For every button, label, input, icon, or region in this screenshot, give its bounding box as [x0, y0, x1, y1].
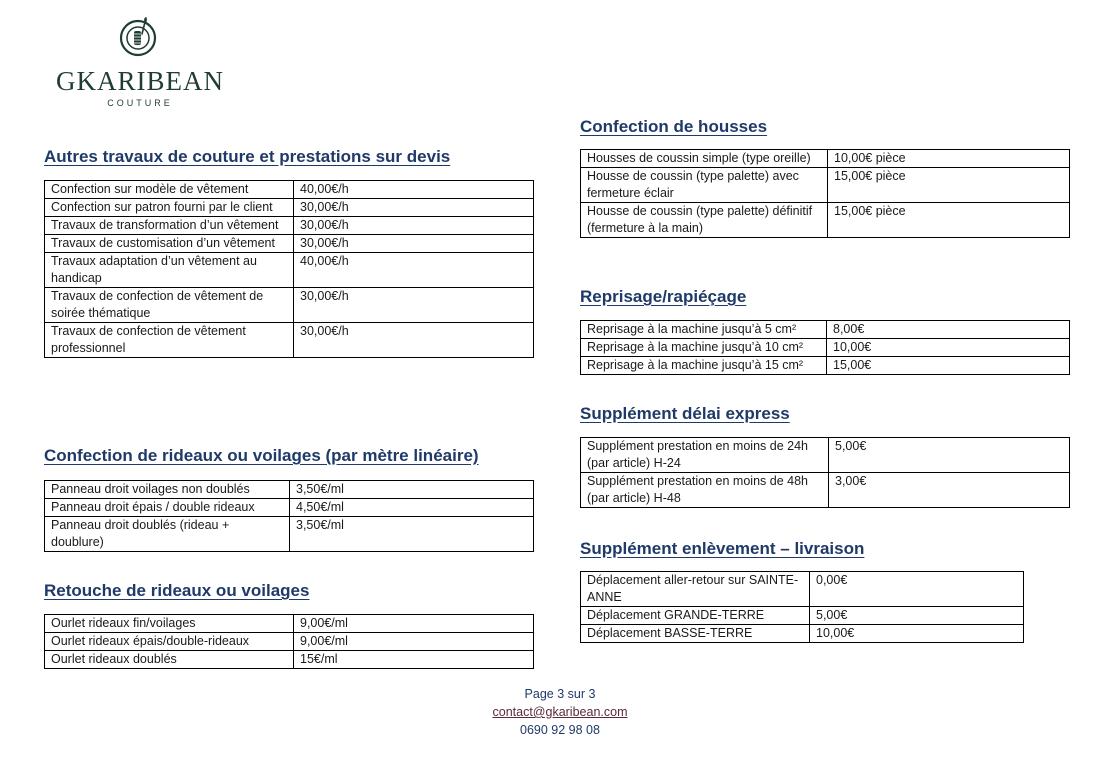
service-cell: Travaux adaptation d’un vêtement au handicap — [45, 253, 294, 288]
service-cell: Housses de coussin simple (type oreille) — [581, 150, 828, 168]
price-cell: 30,00€/h — [294, 323, 534, 358]
price-cell: 9,00€/ml — [294, 615, 534, 633]
price-cell: 15,00€ pièce — [828, 168, 1070, 203]
price-cell: 15,00€ pièce — [828, 203, 1070, 238]
price-cell: 3,00€ — [829, 473, 1070, 508]
table-row — [581, 625, 1024, 643]
service-cell: Ourlet rideaux épais/double-rideaux — [45, 633, 294, 651]
service-cell: Confection sur modèle de vêtement — [45, 181, 294, 199]
contact-email-link[interactable]: contact@gkaribean.com — [492, 705, 628, 719]
table-row — [581, 572, 1024, 607]
service-cell: Travaux de transformation d’un vêtement — [45, 217, 294, 235]
section-title-autres: Autres travaux de couture et prestations sur devis — [44, 147, 451, 166]
table-row — [581, 150, 1070, 168]
service-cell: Panneau droit voilages non doublés — [45, 481, 290, 499]
section-title-express: Supplément délai express — [580, 404, 790, 423]
service-cell: Déplacement BASSE-TERRE — [581, 625, 810, 643]
table-row — [581, 357, 1070, 375]
price-table-livraison — [580, 571, 1024, 643]
price-cell: 9,00€/ml — [294, 633, 534, 651]
table-row — [45, 235, 534, 253]
price-cell: 0,00€ — [810, 572, 1024, 607]
service-cell: Housse de coussin (type palette) avec fermeture éclair — [581, 168, 828, 203]
page-number: Page 3 sur 3 — [524, 687, 596, 701]
service-cell: Panneau droit doublés (rideau + doublure) — [45, 517, 290, 552]
price-cell: 15€/ml — [294, 651, 534, 669]
brand-subtitle: COUTURE — [107, 98, 173, 108]
service-cell: Ourlet rideaux doublés — [45, 651, 294, 669]
service-cell: Supplément prestation en moins de 48h (par article) H-48 — [581, 473, 829, 508]
brand-name: GKARIBEAN — [56, 66, 224, 96]
service-cell: Panneau droit épais / double rideaux — [45, 499, 290, 517]
section-title-rideaux: Confection de rideaux ou voilages (par mètre linéaire) — [44, 446, 479, 465]
price-cell: 4,50€/ml — [290, 499, 534, 517]
price-cell: 40,00€/h — [294, 253, 534, 288]
needle-logo-icon — [116, 14, 164, 62]
price-cell: 3,50€/ml — [290, 481, 534, 499]
table-row — [45, 615, 534, 633]
service-cell: Ourlet rideaux fin/voilages — [45, 615, 294, 633]
service-cell: Supplément prestation en moins de 24h (par article) H-24 — [581, 438, 829, 473]
service-cell: Reprisage à la machine jusqu’à 10 cm² — [581, 339, 827, 357]
price-cell: 3,50€/ml — [290, 517, 534, 552]
table-row — [45, 288, 534, 323]
section-title-reprisage: Reprisage/rapiéçage — [580, 287, 747, 306]
service-cell: Déplacement GRANDE-TERRE — [581, 607, 810, 625]
table-row — [45, 481, 534, 499]
price-table-retouche — [44, 614, 534, 669]
table-row — [581, 203, 1070, 238]
service-cell: Travaux de confection de vêtement de soirée thématique — [45, 288, 294, 323]
price-table-autres — [44, 180, 534, 358]
service-cell: Déplacement aller-retour sur SAINTE-ANNE — [581, 572, 810, 607]
table-row — [581, 321, 1070, 339]
price-table-housses — [580, 149, 1070, 238]
table-row — [581, 607, 1024, 625]
price-table-rideaux — [44, 480, 534, 552]
section-title-housses: Confection de housses — [580, 117, 768, 136]
price-cell: 8,00€ — [827, 321, 1070, 339]
table-row — [581, 339, 1070, 357]
price-cell: 5,00€ — [810, 607, 1024, 625]
page-footer — [460, 685, 660, 739]
service-cell: Housse de coussin (type palette) définitif (fermeture à la main) — [581, 203, 828, 238]
contact-phone: 0690 92 98 08 — [520, 723, 600, 737]
price-cell: 5,00€ — [829, 438, 1070, 473]
service-cell: Reprisage à la machine jusqu’à 5 cm² — [581, 321, 827, 339]
section-title-livraison: Supplément enlèvement – livraison — [580, 539, 865, 558]
price-cell: 30,00€/h — [294, 199, 534, 217]
service-cell: Confection sur patron fourni par le client — [45, 199, 294, 217]
service-cell: Travaux de confection de vêtement professionnel — [45, 323, 294, 358]
table-row — [45, 651, 534, 669]
service-cell: Reprisage à la machine jusqu’à 15 cm² — [581, 357, 827, 375]
table-row — [45, 181, 534, 199]
table-row — [581, 168, 1070, 203]
section-title-retouche: Retouche de rideaux ou voilages — [44, 581, 310, 600]
table-row — [45, 517, 534, 552]
table-row — [45, 199, 534, 217]
table-row — [45, 633, 534, 651]
table-row — [581, 438, 1070, 473]
company-logo — [40, 14, 240, 108]
price-cell: 30,00€/h — [294, 288, 534, 323]
price-cell: 10,00€ pièce — [828, 150, 1070, 168]
price-cell: 30,00€/h — [294, 235, 534, 253]
price-cell: 10,00€ — [827, 339, 1070, 357]
price-cell: 15,00€ — [827, 357, 1070, 375]
service-cell: Travaux de customisation d’un vêtement — [45, 235, 294, 253]
table-row — [45, 323, 534, 358]
table-row — [45, 217, 534, 235]
table-row — [45, 253, 534, 288]
price-cell: 10,00€ — [810, 625, 1024, 643]
table-row — [45, 499, 534, 517]
price-table-reprisage — [580, 320, 1070, 375]
table-row — [581, 473, 1070, 508]
price-table-express — [580, 437, 1070, 508]
price-cell: 40,00€/h — [294, 181, 534, 199]
price-cell: 30,00€/h — [294, 217, 534, 235]
